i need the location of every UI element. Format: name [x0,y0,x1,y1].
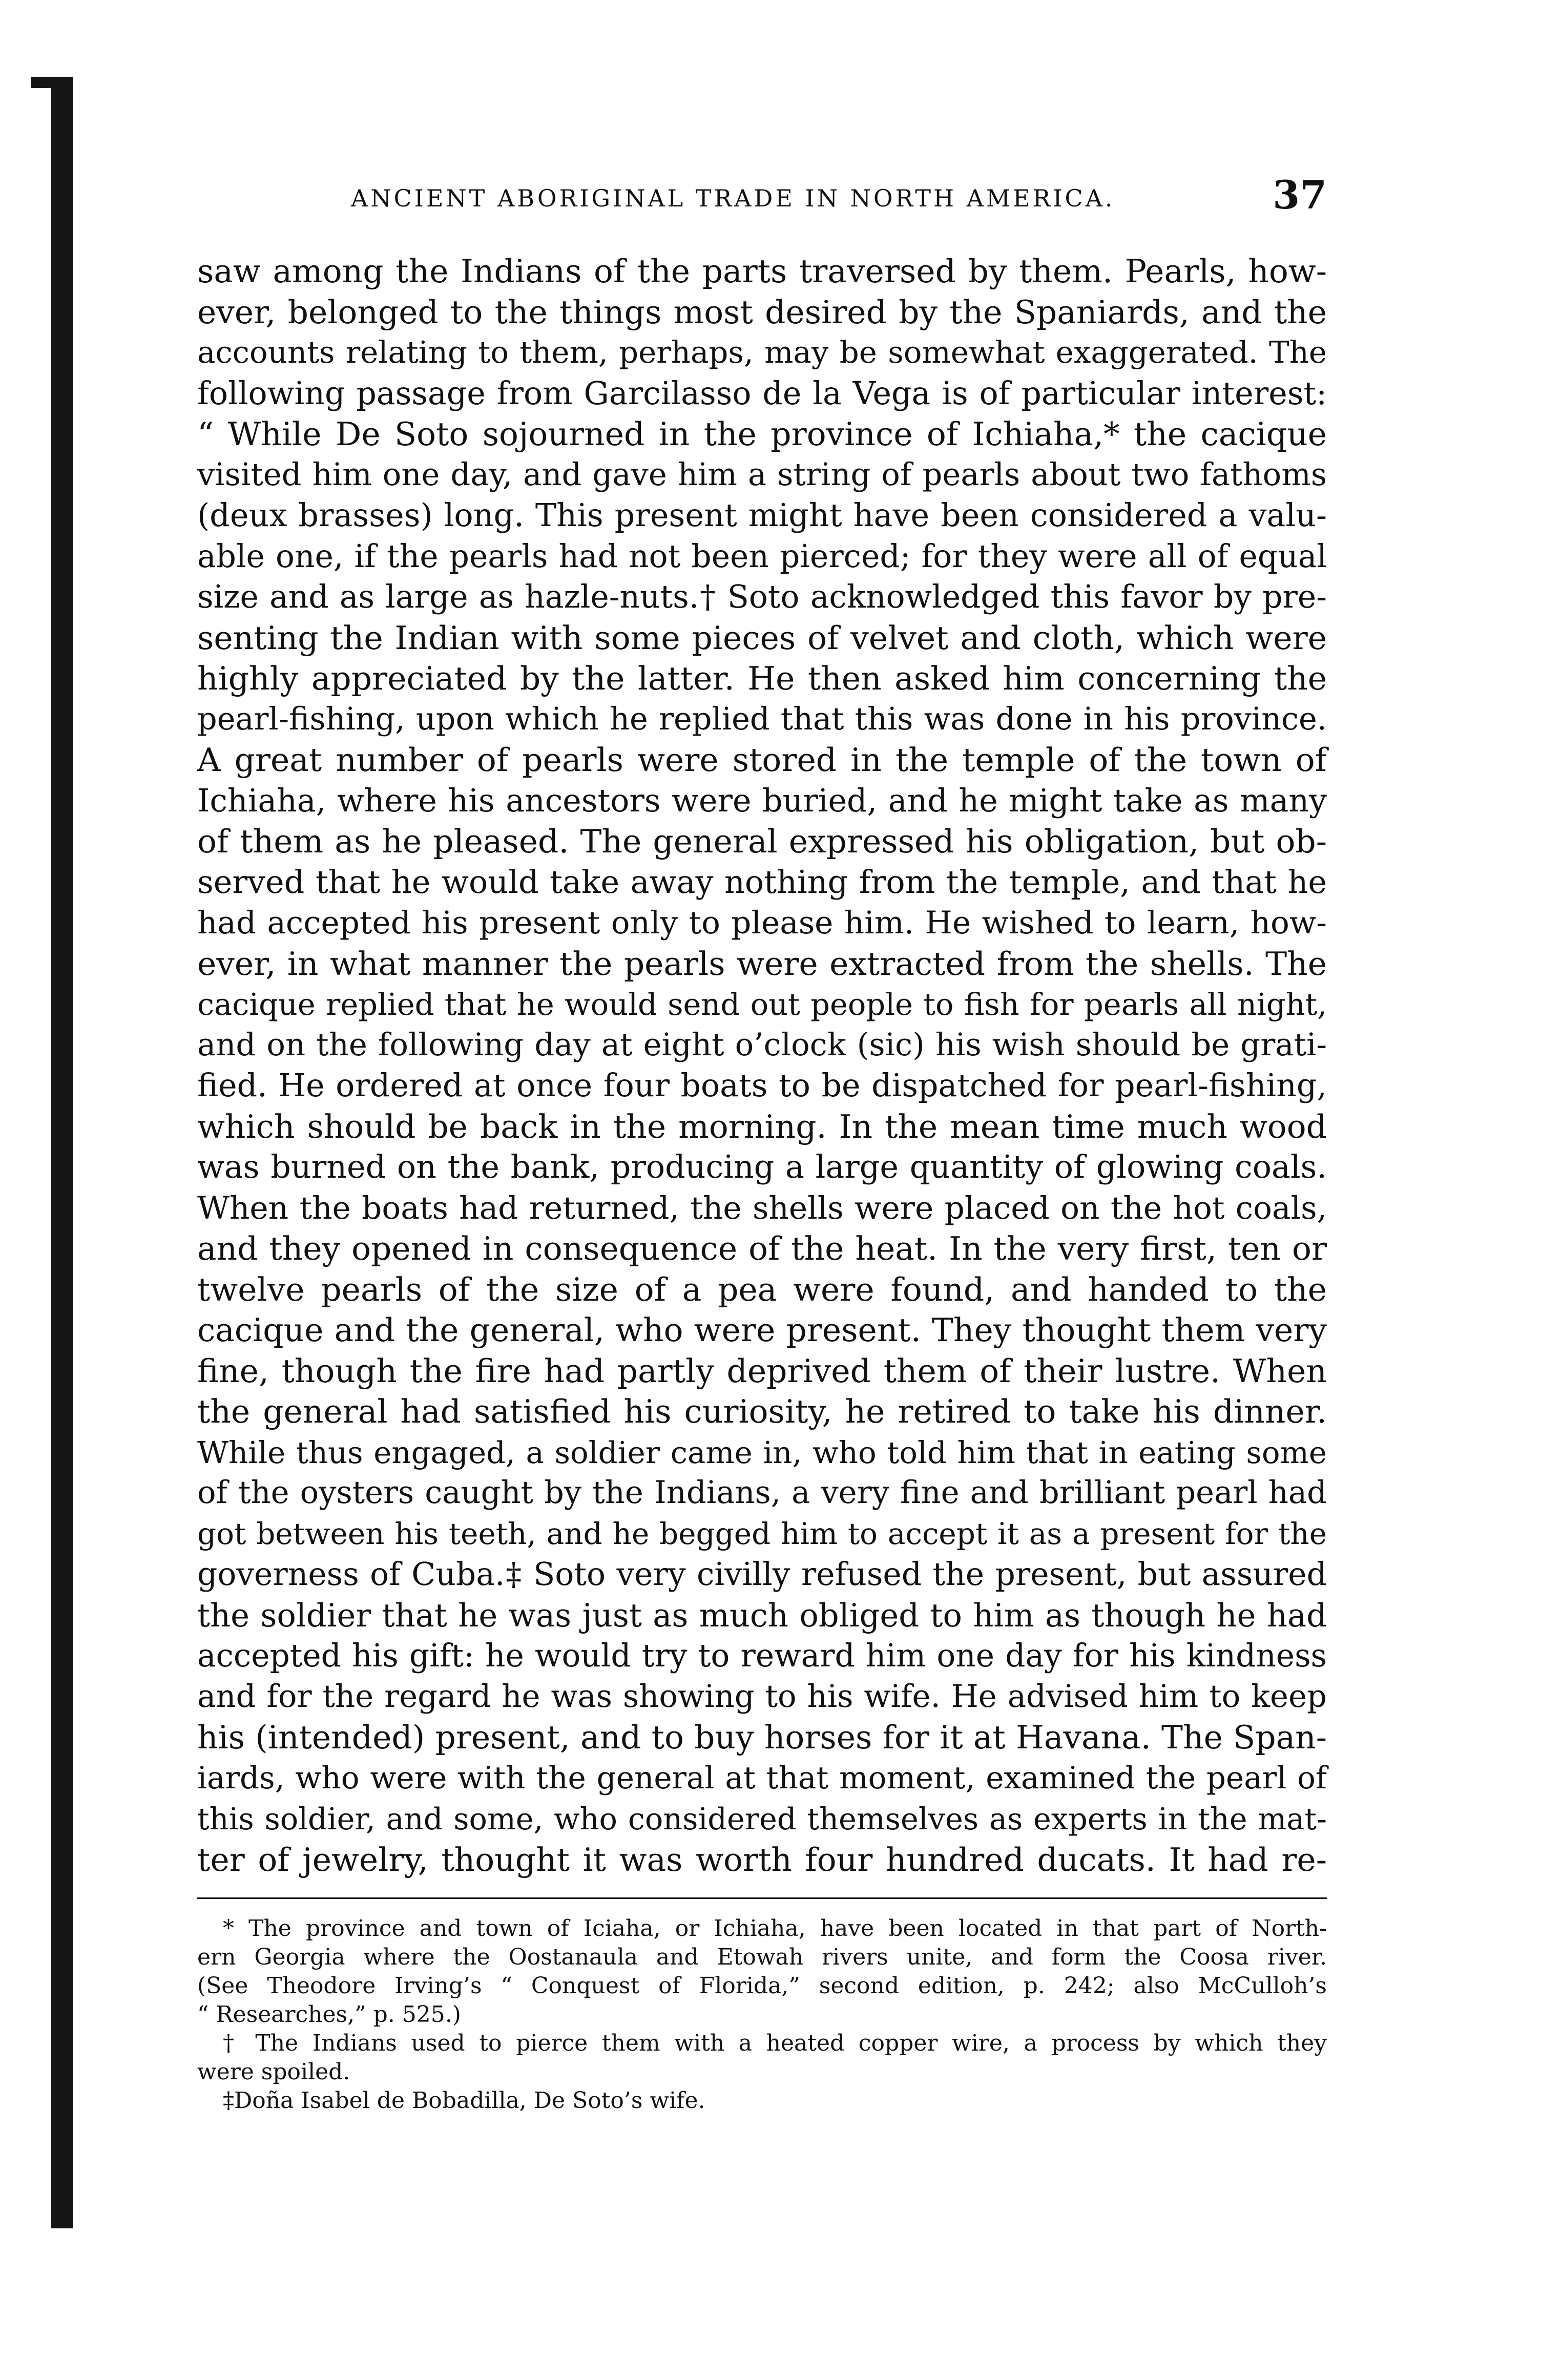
footnote-line: ‡Doña Isabel de Bobadilla, De Soto’s wife. [223,2087,705,2114]
body-line: “ While De Soto sojourned in the province of Ichiaha,* the cacique [197,415,1327,453]
body-line: accepted his gift: he would try to reward him one day for his kindness [197,1638,1327,1674]
body-line: the soldier that he was just as much obliged to him as though he had [197,1596,1327,1634]
body-text [197,251,1327,1880]
footnote-line: “ Researches,” p. 525.) [197,2001,461,2028]
body-line: iards, who were with the general at that moment, examined the pearl of [197,1760,1327,1796]
body-line: senting the Indian with some pieces of velvet and cloth, which were [197,619,1327,657]
body-line: was burned on the bank, producing a large quantity of glowing coals. [197,1149,1327,1185]
body-line: fine, though the fire had partly deprived them of their lustre. When [197,1352,1327,1390]
body-line: highly appreciated by the latter. He then asked him concerning the [197,660,1327,697]
footnote-line: ern Georgia where the Oostanaula and Etowah rivers unite, and form the Coosa river. [197,1944,1327,1970]
body-line: served that he would take away nothing from the temple, and that he [197,863,1327,901]
body-line: the general had satisfied his curiosity, he retired to take his dinner. [197,1393,1327,1430]
body-line: ever, in what manner the pearls were extracted from the shells. The [197,945,1327,983]
body-line: size and as large as hazle-nuts.† Soto acknowledged this favor by pre- [197,579,1327,615]
binding-edge [51,77,73,2228]
footnote-line: were spoiled. [197,2059,350,2085]
body-line: governess of Cuba.‡ Soto very civilly refused the present, but assured [197,1556,1327,1593]
footnotes [197,1914,1327,2115]
footnote-line: † The Indians used to pierce them with a heated copper wire, a process by which they [223,2030,1327,2056]
body-line: had accepted his present only to please him. He wished to learn, how- [197,905,1327,941]
body-line: his (intended) present, and to buy horses for it at Havana. The Span- [197,1719,1327,1756]
body-line: pearl-fishing, upon which he replied that this was done in his province. [197,701,1327,737]
body-line: ever, belonged to the things most desired by the Spaniards, and the [197,293,1327,331]
body-line: of the oysters caught by the Indians, a very fine and brilliant pearl had [197,1475,1327,1511]
body-line: able one, if the pearls had not been pierced; for they were all of equal [197,538,1327,575]
running-head [197,169,1327,231]
body-line: fied. He ordered at once four boats to be dispatched for pearl-fishing, [197,1067,1327,1104]
body-line: While thus engaged, a soldier came in, who told him that in eating some [197,1434,1327,1470]
body-line: of them as he pleased. The general expressed his obligation, but ob- [197,823,1327,860]
footnote-line: (See Theodore Irving’s “ Conquest of Florida,” second edition, p. 242; also McCulloh’s [197,1973,1327,1999]
body-line: and on the following day at eight o’clock (sic) his wish should be grati- [197,1027,1327,1063]
body-line: (deux brasses) long. This present might have been considered a valu- [197,497,1327,534]
body-line: accounts relating to them, perhaps, may be somewhat exaggerated. The [197,335,1327,370]
body-line: ter of jewelry, thought it was worth four hundred ducats. It had re- [197,1841,1327,1878]
body-line: following passage from Garcilasso de la Vega is of particular interest: [197,374,1327,412]
footnote-line: * The province and town of Iciaha, or Ichiaha, have been located in that part of North- [223,1915,1327,1941]
body-line: which should be back in the morning. In the mean time much wood [197,1108,1327,1145]
footnote-rule [197,1897,1327,1899]
body-line: this soldier, and some, who considered themselves as experts in the mat- [197,1801,1327,1836]
body-line: saw among the Indians of the parts traversed by them. Pearls, how- [197,253,1327,290]
body-line: and for the regard he was showing to his wife. He advised him to keep [197,1678,1327,1715]
body-line: cacique and the general, who were present. They thought them very [197,1311,1327,1349]
body-line: A great number of pearls were stored in the temple of the town of [197,741,1327,779]
page-number: 37 [1273,172,1327,218]
body-line: twelve pearls of the size of a pea were found, and handed to the [197,1270,1327,1308]
running-head-title: ANCIENT ABORIGINAL TRADE IN NORTH AMERICA. [351,184,1115,212]
body-line: When the boats had returned, the shells were placed on the hot coals, [197,1189,1327,1226]
body-line: got between his teeth, and he begged him to accept it as a present for the [197,1516,1327,1551]
body-line: visited him one day, and gave him a string of pearls about two fathoms [197,456,1327,493]
book-page [197,169,1327,2115]
body-line: cacique replied that he would send out people to fish for pearls all night, [197,987,1327,1022]
body-line: Ichiaha, where his ancestors were buried, and he might take as many [197,782,1327,819]
body-line: and they opened in consequence of the heat. In the very first, ten or [197,1230,1327,1267]
